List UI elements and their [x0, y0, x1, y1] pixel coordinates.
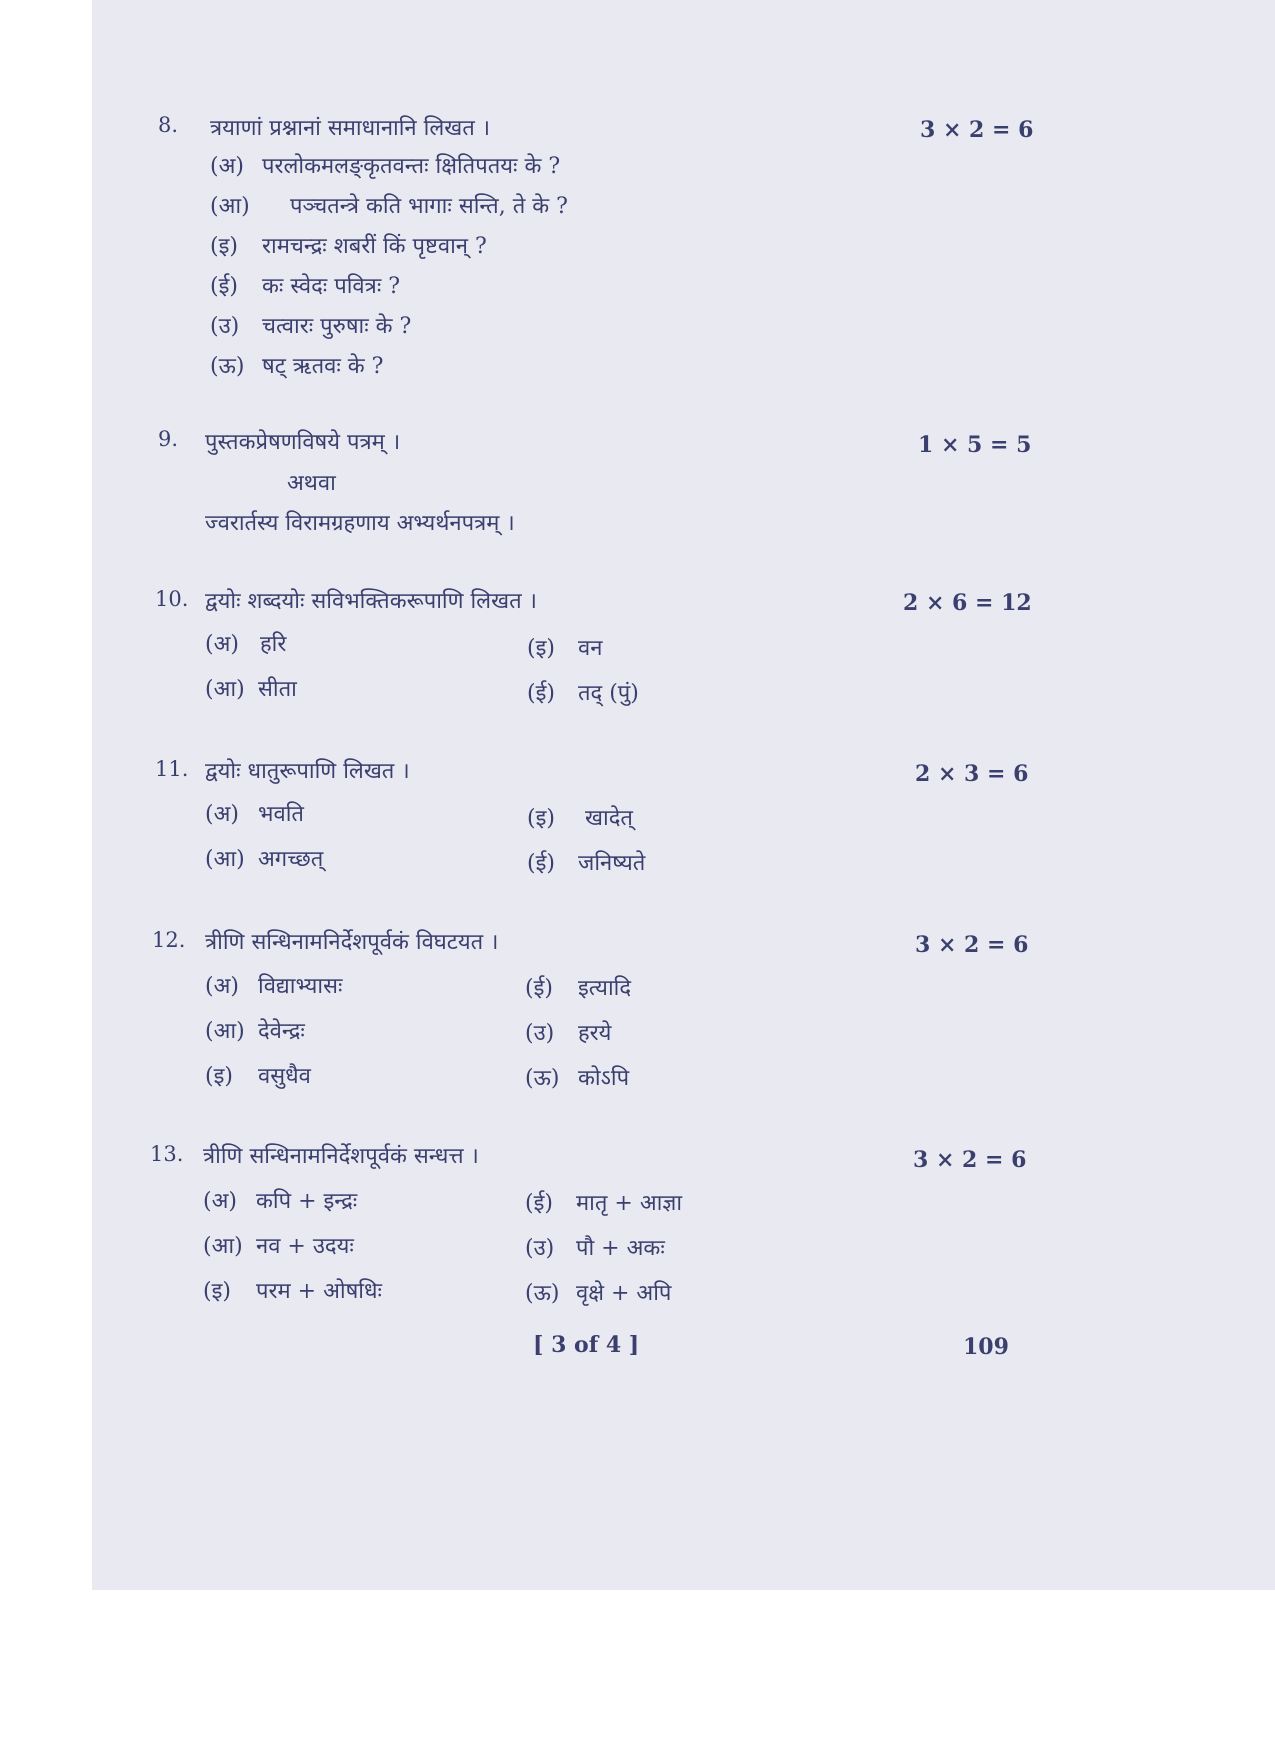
- q12-option-aa-label: (आ): [205, 1019, 245, 1044]
- q12-option-i-label: (इ): [205, 1064, 233, 1089]
- question-10-number: 10.: [155, 587, 189, 611]
- q13-option-ii-label: (ई): [525, 1191, 553, 1216]
- question-9-text: पुस्तकप्रेषणविषये पत्रम् ।: [205, 430, 401, 455]
- q12-option-aa-text: देवेन्द्रः: [258, 1019, 305, 1044]
- q10-option-i-text: वन: [578, 636, 603, 661]
- question-12-number: 12.: [152, 928, 186, 952]
- q12-option-u-label: (उ): [525, 1021, 555, 1046]
- q8-option-a-label: (अ): [210, 154, 244, 179]
- q11-option-a-text: भवति: [258, 802, 304, 827]
- q12-option-a-label: (अ): [205, 974, 239, 999]
- question-8-number: 8.: [158, 113, 179, 137]
- q12-option-ii-text: इत्यादि: [578, 976, 632, 1001]
- q10-option-ii-label: (ई): [527, 681, 555, 706]
- q11-option-aa-text: अगच्छत्: [258, 847, 324, 872]
- q11-option-ii-text: जनिष्यते: [578, 851, 646, 876]
- q13-option-u-text: पौ + अकः: [576, 1236, 665, 1261]
- q10-option-a-label: (अ): [205, 632, 239, 657]
- q8-option-a-text: परलोकमलङ्कृतवन्तः क्षितिपतयः के ?: [262, 154, 561, 179]
- question-9-or: अथवा: [287, 471, 336, 496]
- q10-option-ii-text: तद् (पुं): [578, 681, 639, 706]
- page-number-label: [ 3 of 4 ]: [533, 1332, 640, 1358]
- q11-option-a-label: (अ): [205, 802, 239, 827]
- q8-option-uu-text: षट् ऋतवः के ?: [262, 354, 384, 379]
- question-10-text: द्वयोः शब्दयोः सविभक्तिकरूपाणि लिखत ।: [205, 589, 537, 614]
- question-12-text: त्रीणि सन्धिनामनिर्देशपूर्वकं विघटयत ।: [205, 930, 499, 955]
- q13-option-uu-label: (ऊ): [525, 1281, 560, 1306]
- q12-option-ii-label: (ई): [525, 976, 553, 1001]
- q8-option-ii-label: (ई): [210, 274, 238, 299]
- q13-option-uu-text: वृक्षे + अपि: [576, 1281, 672, 1306]
- question-11-marks: 2 × 3 = 6: [915, 761, 1029, 787]
- q11-option-aa-label: (आ): [205, 847, 245, 872]
- q10-option-a-text: हरि: [260, 632, 287, 657]
- q11-option-i-label: (इ): [527, 806, 555, 831]
- q12-option-uu-label: (ऊ): [525, 1066, 560, 1091]
- question-8-text: त्रयाणां प्रश्नानां समाधानानि लिखत ।: [210, 116, 491, 141]
- question-11-text: द्वयोः धातुरूपाणि लिखत ।: [205, 759, 410, 784]
- question-9-alt-text: ज्वरार्तस्य विरामग्रहणाय अभ्यर्थनपत्रम् ।: [205, 511, 515, 536]
- q8-option-uu-label: (ऊ): [210, 354, 245, 379]
- q13-option-a-label: (अ): [203, 1189, 237, 1214]
- question-13-number: 13.: [150, 1142, 184, 1166]
- q13-option-a-text: कपि + इन्द्रः: [256, 1189, 358, 1214]
- question-11-number: 11.: [155, 757, 189, 781]
- paper-code: 109: [963, 1334, 1009, 1360]
- q8-option-aa-label: (आ): [210, 194, 250, 219]
- q13-option-u-label: (उ): [525, 1236, 555, 1261]
- q11-option-ii-label: (ई): [527, 851, 555, 876]
- question-9-marks: 1 × 5 = 5: [918, 432, 1032, 458]
- question-9-number: 9.: [158, 427, 179, 451]
- question-10-marks: 2 × 6 = 12: [903, 590, 1032, 616]
- q13-option-i-text: परम + ओषधिः: [256, 1279, 382, 1304]
- q10-option-aa-text: सीता: [258, 677, 297, 702]
- q13-option-aa-text: नव + उदयः: [256, 1234, 354, 1259]
- q8-option-u-label: (उ): [210, 314, 240, 339]
- q8-option-aa-text: पञ्चतन्त्रे कति भागाः सन्ति, ते के ?: [290, 194, 568, 219]
- q13-option-i-label: (इ): [203, 1279, 231, 1304]
- q13-option-aa-label: (आ): [203, 1234, 243, 1259]
- q12-option-i-text: वसुधैव: [258, 1064, 311, 1089]
- q10-option-i-label: (इ): [527, 636, 555, 661]
- question-13-text: त्रीणि सन्धिनामनिर्देशपूर्वकं सन्धत्त ।: [203, 1144, 479, 1169]
- q13-option-ii-text: मातृ + आज्ञा: [576, 1191, 683, 1216]
- q8-option-ii-text: कः स्वेदः पवित्रः ?: [262, 274, 401, 299]
- q11-option-i-text: खादेत्: [585, 806, 633, 831]
- question-13-marks: 3 × 2 = 6: [913, 1147, 1027, 1173]
- q12-option-a-text: विद्याभ्यासः: [258, 974, 343, 999]
- q8-option-u-text: चत्वारः पुरुषाः के ?: [262, 314, 412, 339]
- question-12-marks: 3 × 2 = 6: [915, 932, 1029, 958]
- q12-option-uu-text: कोऽपि: [578, 1066, 630, 1091]
- q8-option-i-label: (इ): [210, 234, 238, 259]
- question-8-marks: 3 × 2 = 6: [920, 117, 1034, 143]
- q8-option-i-text: रामचन्द्रः शबरीं किं पृष्टवान् ?: [262, 234, 487, 259]
- q12-option-u-text: हरये: [578, 1021, 612, 1046]
- q10-option-aa-label: (आ): [205, 677, 245, 702]
